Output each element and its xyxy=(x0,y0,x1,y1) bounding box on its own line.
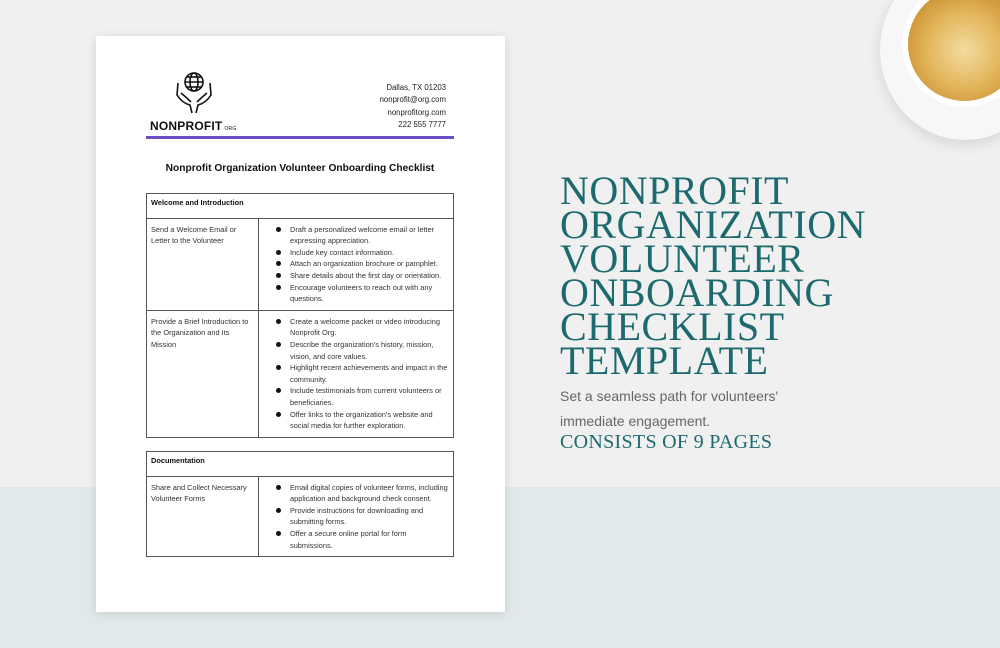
checklist-table-welcome xyxy=(146,193,454,438)
coffee-cup-image xyxy=(880,0,1000,140)
task-label: Provide a Brief Introduction to the Organization and Its Mission xyxy=(147,310,259,437)
contact-info: Dallas, TX 01203 nonprofit@org.com nonprofitorg.com 222 555 7777 xyxy=(379,83,446,130)
list-item: Offer links to the organization's website and social media for further exploration. xyxy=(263,409,449,432)
list-item: Share details about the first day or orientation. xyxy=(263,270,449,282)
list-item: Offer a secure online portal for form submissions. xyxy=(263,528,449,551)
section-heading: Documentation xyxy=(147,452,454,477)
checklist-table-documentation xyxy=(146,451,454,557)
task-label: Send a Welcome Email or Letter to the Volunteer xyxy=(147,218,259,310)
task-label: Share and Collect Necessary Volunteer Forms xyxy=(147,476,259,557)
list-item: Draft a personalized welcome email or letter expressing appreciation. xyxy=(263,224,449,247)
table-row xyxy=(147,218,454,310)
list-item: Describe the organization's history, mission, vision, and core values. xyxy=(263,339,449,362)
document-title: Nonprofit Organization Volunteer Onboarding Checklist xyxy=(165,163,435,174)
list-item: Provide instructions for downloading and submitting forms. xyxy=(263,505,449,528)
list-item: Attach an organization brochure or pamphlet. xyxy=(263,258,449,270)
list-item: Create a welcome packet or video introducing Nonprofit Org. xyxy=(263,316,449,339)
header-divider xyxy=(146,136,454,139)
page-count: CONSISTS OF 9 PAGES xyxy=(560,431,773,453)
list-item: Include key contact information. xyxy=(263,247,449,259)
section-heading: Welcome and Introduction xyxy=(147,194,454,219)
document-preview xyxy=(96,36,505,612)
brand-name: NONPROFIT ORG xyxy=(150,119,237,133)
list-item: Encourage volunteers to reach out with any questions. xyxy=(263,282,449,305)
globe-hands-logo-icon xyxy=(174,71,214,115)
table-row xyxy=(147,476,454,557)
list-item: Highlight recent achievements and impact in the community. xyxy=(263,362,449,385)
list-item: Include testimonials from current volunteers or beneficiaries. xyxy=(263,385,449,408)
list-item: Email digital copies of volunteer forms, including application and background check consent. xyxy=(263,482,449,505)
promo-subtitle: Set a seamless path for volunteers' immediate engagement. xyxy=(560,388,779,429)
table-row xyxy=(147,310,454,437)
promo-title: NONPROFIT ORGANIZATION VOLUNTEER ONBOARDING CHECKLIST TEMPLATE xyxy=(560,168,866,383)
